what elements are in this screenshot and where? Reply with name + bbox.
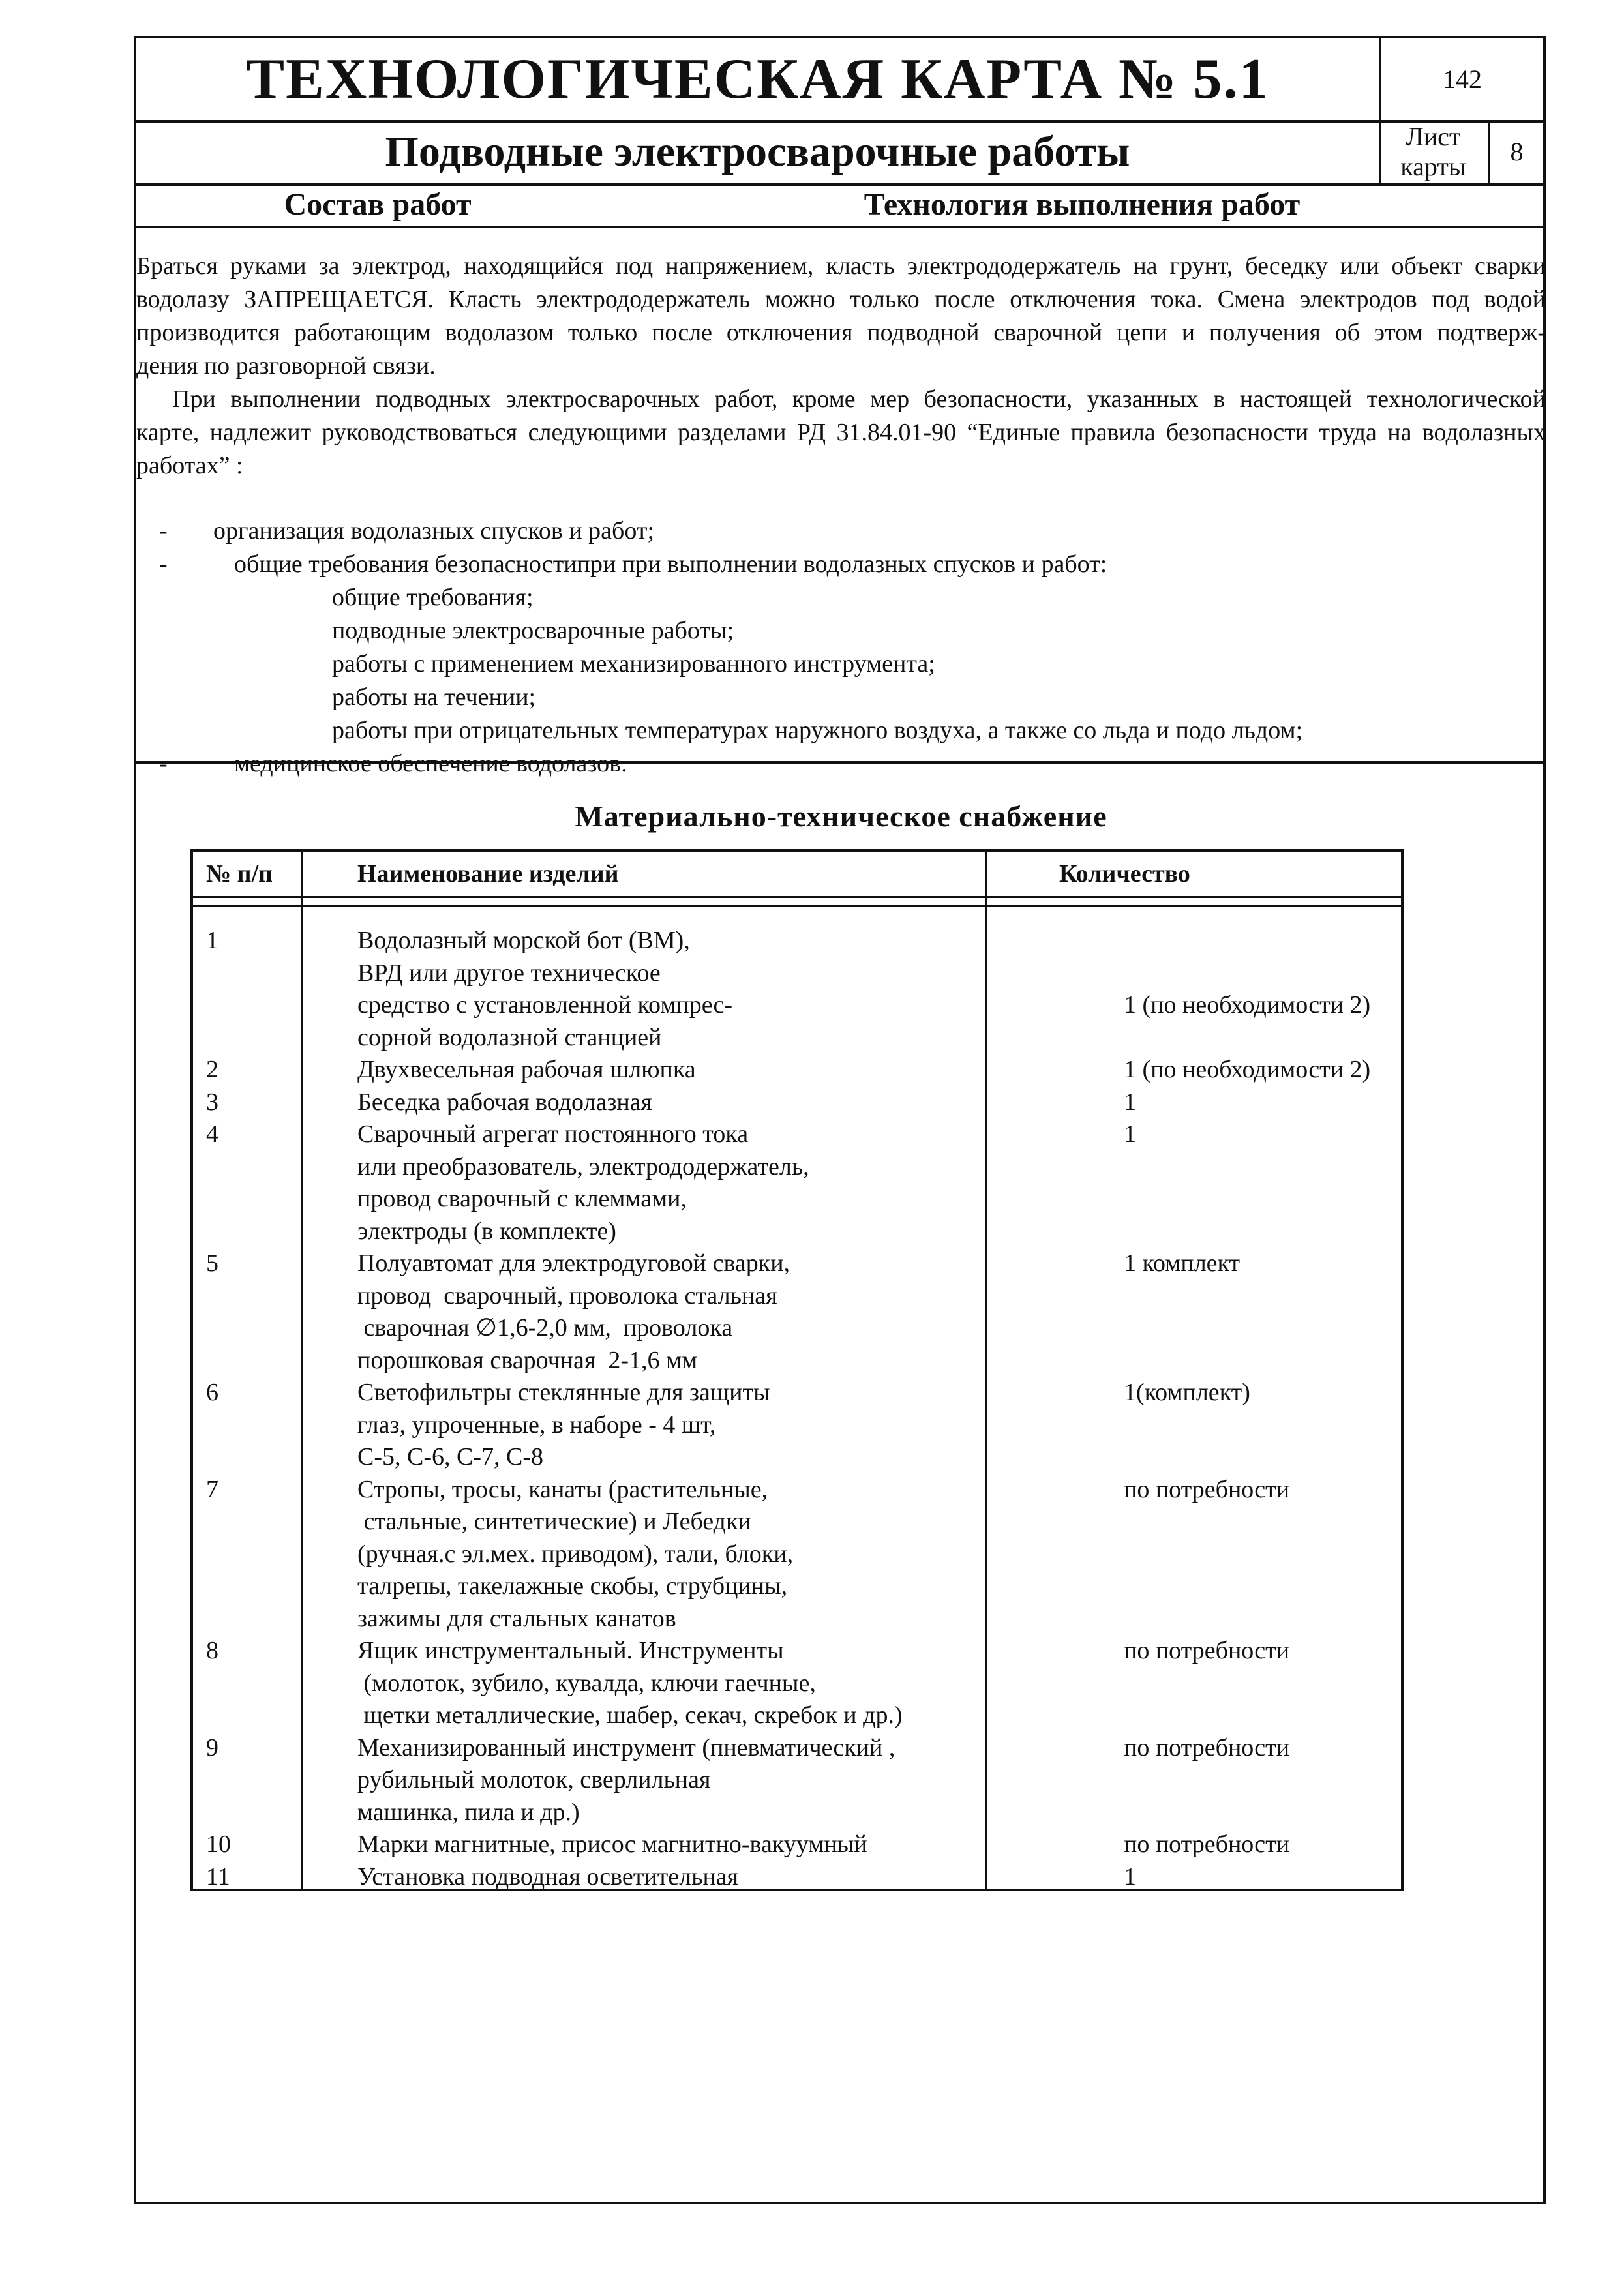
table-column-divider [301, 852, 303, 1889]
column-header-composition: Состав работ [284, 187, 472, 222]
table-cell-qty: по потребности [1124, 1831, 1290, 1858]
table-header-line [193, 896, 1401, 898]
bullet-item-3: медицинское обеспечение водолазов. [234, 750, 627, 777]
table-cell-qty: 1 (по необходимости 2) [1124, 1056, 1371, 1083]
table-cell-name: средство с установленной компрес- [357, 991, 733, 1019]
column-header-technology: Технология выполнения работ [864, 187, 1301, 222]
supply-table [190, 849, 1404, 1891]
table-cell-name: Механизированный инструмент (пневматический , [357, 1733, 895, 1761]
sub-item: подводные электросварочные работы; [332, 617, 734, 644]
table-cell-name: сорной водолазной станцией [357, 1023, 662, 1051]
table-cell-num: 5 [206, 1250, 218, 1277]
table-cell-name: Светофильтры стеклянные для защиты [357, 1379, 770, 1406]
table-cell-qty: 1 (по необходимости 2) [1124, 991, 1371, 1019]
table-cell-name: машинка, пила и др.) [357, 1798, 580, 1826]
paragraph-line: Браться руками за электрод, находящийся под напряжением, класть электрододержатель на грунт, беседку или объект сварки [136, 252, 1546, 280]
card-title: ТЕХНОЛОГИЧЕСКАЯ КАРТА № 5.1 [246, 48, 1269, 111]
table-cell-qty: по потребности [1124, 1733, 1290, 1761]
table-cell-num: 3 [206, 1088, 218, 1116]
paragraph-line: дения по разговорной связи. [136, 352, 436, 380]
table-cell-num: 10 [206, 1831, 231, 1858]
table-cell-name: провод сварочный, проволока стальная [357, 1281, 777, 1310]
table-cell-name: глаз, упроченные, в наборе - 4 шт, [357, 1411, 716, 1439]
sheet-label-line-1: Лист [1406, 121, 1461, 151]
table-cell-num: 7 [206, 1475, 218, 1503]
table-header-name: Наименование изделий [357, 860, 619, 888]
table-cell-name: рубильный молоток, сверлильная [357, 1766, 711, 1793]
table-cell-name: Полуавтомат для электродуговой сварки, [357, 1250, 790, 1277]
sheet-label-line-2: карты [1400, 151, 1466, 181]
table-cell-qty: 1(комплект) [1124, 1379, 1250, 1406]
table-cell-name: или преобразователь, электрододержатель, [357, 1152, 809, 1180]
card-subtitle: Подводные электросварочные работы [385, 127, 1130, 175]
sheet-number: 8 [1510, 137, 1524, 166]
sub-item: работы на течении; [332, 683, 536, 711]
table-header-line [193, 905, 1401, 907]
table-cell-name: щетки металлические, шабер, секач, скребок и др.) [357, 1701, 903, 1729]
table-cell-name: (молоток, зубило, кувалда, ключи гаечные, [357, 1669, 816, 1697]
table-cell-name: сварочная ∅1,6-2,0 мм, проволока [357, 1314, 733, 1341]
table-cell-num: 8 [206, 1637, 218, 1664]
table-cell-num: 9 [206, 1733, 218, 1761]
page-number: 142 [1443, 65, 1482, 94]
sub-item: работы при отрицательных температурах наружного воздуха, а также со льда и подо льдом; [332, 717, 1303, 744]
table-cell-qty: по потребности [1124, 1475, 1290, 1503]
table-cell-name: Установка подводная осветительная [357, 1863, 739, 1891]
table-cell-num: 11 [206, 1863, 230, 1891]
table-cell-name: Стропы, тросы, канаты (растительные, [357, 1475, 768, 1503]
safety-paragraph-1 [136, 250, 1546, 383]
paragraph-line: производится работающим водолазом только после отключения подводной сварочной цепи и получения об этом подтверж- [136, 319, 1546, 346]
table-cell-qty: 1 [1124, 1088, 1136, 1116]
sub-item: работы с применением механизированного инструмента; [332, 650, 935, 678]
sub-item: общие требования; [332, 584, 534, 611]
table-header-num: № п/п [206, 860, 273, 888]
paragraph-line: карте, надлежит руководствоваться следующими разделами РД 31.84.01-90 “Единые правила безопасности труда на водолазных [136, 419, 1546, 446]
supply-section-title: Материально-техническое снабжение [575, 799, 1107, 833]
table-cell-qty: 1 комплект [1124, 1250, 1241, 1277]
table-cell-num: 2 [206, 1056, 218, 1083]
table-cell-name: зажимы для стальных канатов [357, 1604, 676, 1632]
paragraph-line: работах” : [136, 452, 243, 479]
bullet-dash: - [159, 517, 168, 545]
table-cell-num: 6 [206, 1379, 218, 1406]
table-cell-name: порошковая сварочная 2-1,6 мм [357, 1346, 698, 1374]
sheet-label [1379, 120, 1488, 183]
table-cell-name: Водолазный морской бот (ВМ), [357, 927, 690, 954]
table-cell-num: 1 [206, 927, 218, 954]
table-cell-name: С-5, С-6, С-7, С-8 [357, 1443, 543, 1471]
table-cell-num: 4 [206, 1120, 218, 1148]
bullet-item-2: общие требования безопасностипри при выполнении водолазных спусков и работ: [234, 550, 1107, 578]
table-cell-name: стальные, синтетические) и Лебедки [357, 1508, 751, 1535]
table-cell-name: ВРД или другое техническое [357, 959, 661, 987]
paragraph-line: водолазу ЗАПРЕЩАЕТСЯ. Класть электрододержатель можно только после отключения тока. Смена электродов под водой [136, 286, 1546, 313]
bullet-dash: - [159, 750, 168, 777]
table-cell-name: Беседка рабочая водолазная [357, 1088, 653, 1116]
table-cell-name: талрепы, такелажные скобы, струбцины, [357, 1572, 788, 1600]
table-header-qty: Количество [1059, 860, 1190, 888]
table-cell-name: провод сварочный с клеммами, [357, 1185, 687, 1212]
table-column-divider [985, 852, 987, 1889]
table-cell-qty: 1 [1124, 1120, 1136, 1148]
table-cell-name: (ручная.с эл.мех. приводом), тали, блоки, [357, 1540, 794, 1568]
table-cell-name: Двухвесельная рабочая шлюпка [357, 1056, 696, 1083]
table-cell-name: Марки магнитные, присос магнитно-вакуумный [357, 1831, 867, 1858]
table-cell-name: Сварочный агрегат постоянного тока [357, 1120, 749, 1148]
table-cell-qty: 1 [1124, 1863, 1136, 1891]
columns-header-bottom-line [136, 226, 1546, 228]
safety-paragraph-2 [136, 383, 1546, 483]
table-cell-name: Ящик инструментальный. Инструменты [357, 1637, 784, 1664]
bullet-item-1: организация водолазных спусков и работ; [213, 517, 655, 545]
bullet-dash: - [159, 550, 168, 578]
table-cell-name: электроды (в комплекте) [357, 1217, 616, 1245]
paragraph-line: При выполнении подводных электросварочных работ, кроме мер безопасности, указанных в настоящей технологической [172, 385, 1546, 413]
table-cell-qty: по потребности [1124, 1637, 1290, 1664]
